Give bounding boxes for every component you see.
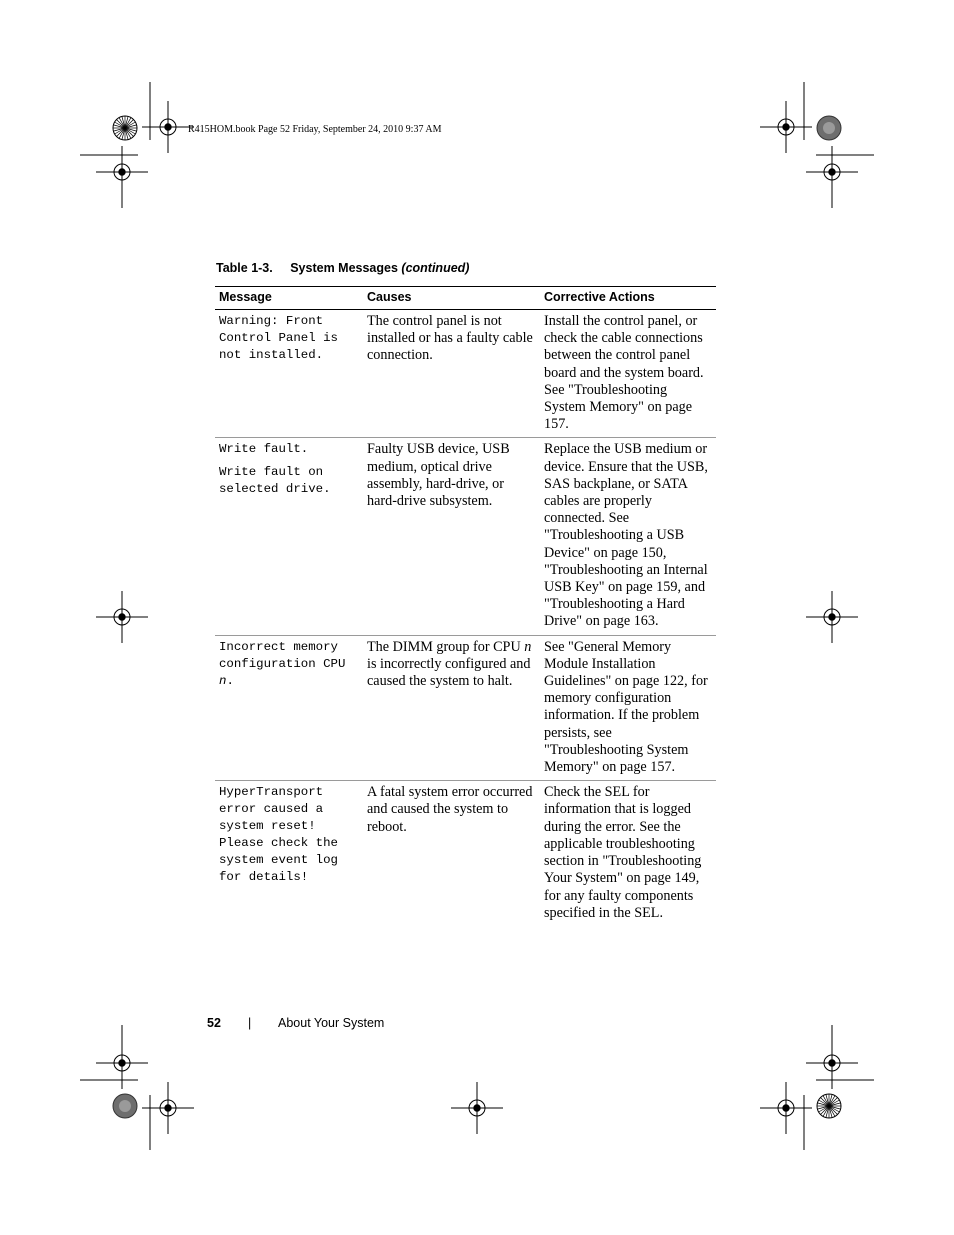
message-variable: n xyxy=(219,673,227,688)
causes-text: The DIMM group for CPU xyxy=(367,638,525,655)
causes-cell: A fatal system error occurred and caused the system to reboot. xyxy=(367,784,533,835)
actions-cell: Check the SEL for information that is logged during the error. See the applicable troubleshooting section in "Troubleshooting Your System" on page 149, for any faulty components specified in the SEL. xyxy=(544,784,702,921)
page-number: 52 xyxy=(207,1016,221,1030)
causes-cell: The control panel is not installed or has a faulty cable connection. xyxy=(363,310,540,438)
actions-cell: Replace the USB medium or device. Ensure that the USB, SAS backplane, or SATA cables are properly connected. See "Troubleshooting a USB Device" on page 150, "Troubleshooting an Internal USB Key" on page 159, and "Troubleshooting a Hard Drive" on page 163. xyxy=(540,438,716,635)
message-text: HyperTransport error caused a system reset! Please check the system event log for details! xyxy=(219,785,338,885)
message-cell xyxy=(215,781,363,926)
table-row xyxy=(215,781,716,926)
table-header-row xyxy=(215,287,716,310)
causes-cell xyxy=(363,635,540,781)
table-number: Table 1-3. xyxy=(216,261,273,275)
table-row xyxy=(215,635,716,781)
section-title: About Your System xyxy=(278,1016,385,1030)
causes-tail: is incorrectly configured and caused the system to halt. xyxy=(367,655,531,690)
column-header-corrective-actions: Corrective Actions xyxy=(540,287,716,310)
message-cell xyxy=(215,635,363,781)
column-header-causes: Causes xyxy=(363,287,540,310)
message-cell xyxy=(215,310,363,438)
actions-cell: See "General Memory Module Installation Guidelines" on page 122, for memory configuration information. If the problem persists, see "Troubleshooting System Memory" on page 157. xyxy=(540,635,716,781)
causes-variable: n xyxy=(524,638,532,655)
actions-cell: Install the control panel, or check the cable connections between the control panel board and the system board. See "Troubleshooting System Memory" on page 157. xyxy=(540,310,716,438)
table-title: System Messages xyxy=(290,261,398,275)
message-text: Incorrect memory configuration CPU xyxy=(219,639,346,671)
message-text: Warning: Front Control Panel is not installed. xyxy=(219,314,338,362)
message-tail: . xyxy=(226,673,234,688)
grey-target-core xyxy=(823,122,835,134)
table-row xyxy=(215,438,716,635)
table-row xyxy=(215,310,716,438)
book-header-line: R415HOM.book Page 52 Friday, September 24, 2010 9:37 AM xyxy=(188,124,442,135)
table-continued: (continued) xyxy=(401,261,470,275)
message-text: Write fault. xyxy=(219,442,309,457)
message-text: Write fault on selected drive. xyxy=(219,465,331,497)
footer-separator: | xyxy=(248,1016,252,1030)
table-caption xyxy=(216,261,469,275)
column-header-message: Message xyxy=(215,287,363,310)
grey-target-core xyxy=(119,1100,131,1112)
system-messages-table xyxy=(215,286,716,926)
causes-cell: Faulty USB device, USB medium, optical drive assembly, hard-drive, or hard-drive subsystem. xyxy=(363,438,540,635)
message-cell xyxy=(215,438,363,635)
